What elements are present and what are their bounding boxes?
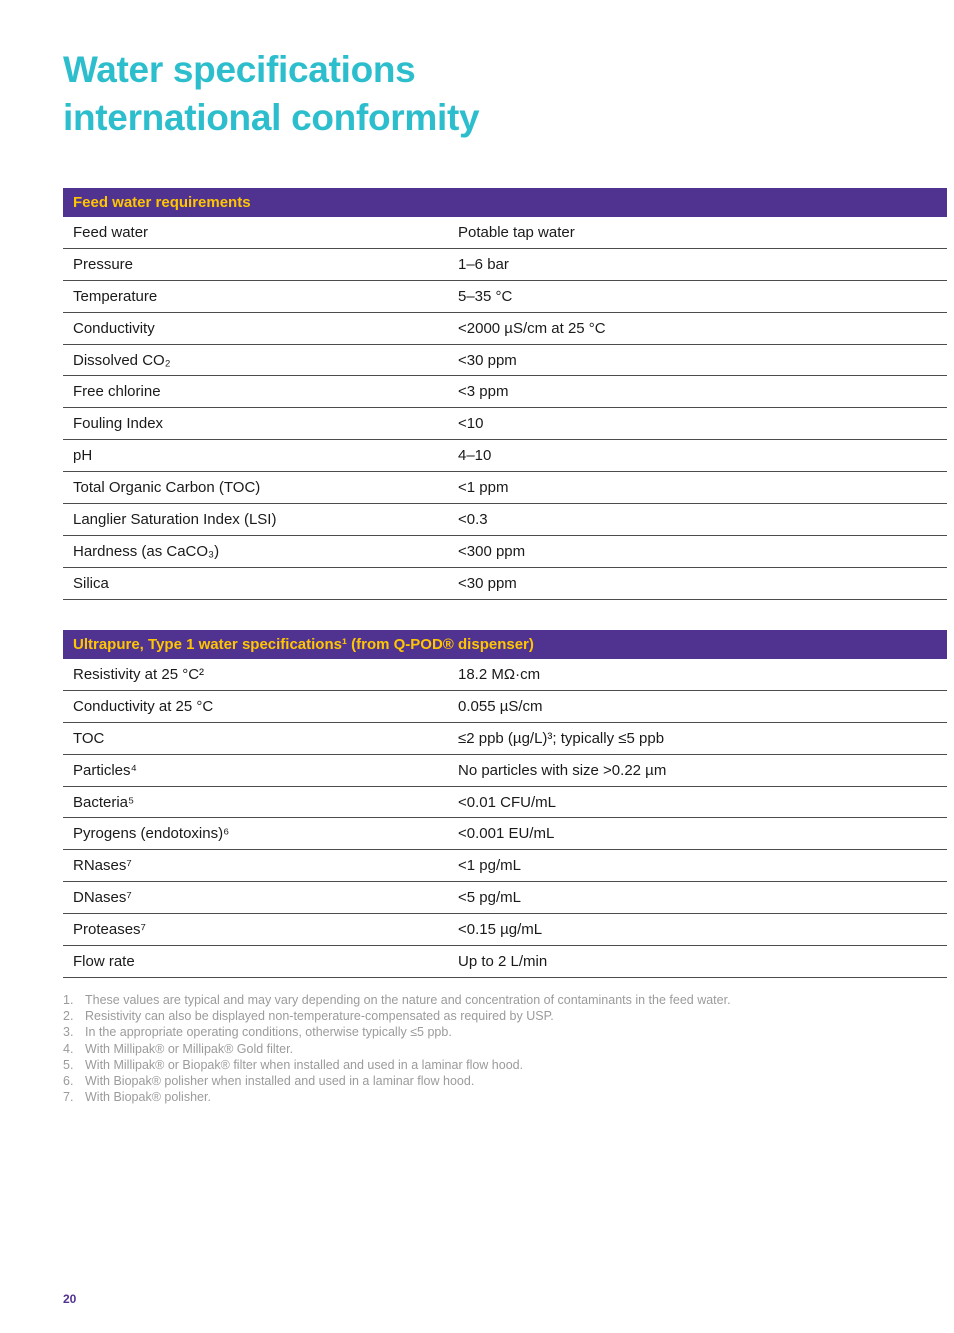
row-label: Conductivity — [73, 319, 155, 337]
row-value: 0.055 µS/cm — [458, 697, 543, 715]
row-value: <1 ppm — [458, 479, 509, 497]
row-label: Dissolved CO₂ — [73, 351, 171, 369]
page-title — [63, 46, 479, 142]
row-label: DNases⁷ — [73, 889, 132, 907]
table-row — [63, 850, 947, 882]
footnote-number: 2. — [63, 1009, 74, 1024]
row-value: <2000 µS/cm at 25 °C — [458, 319, 606, 337]
table-row — [63, 472, 947, 504]
table-row — [63, 440, 947, 472]
row-label: Fouling Index — [73, 415, 164, 433]
table-row — [63, 659, 947, 691]
row-label: Silica — [73, 574, 109, 592]
footnote-item — [63, 1024, 947, 1040]
row-value: <30 ppm — [458, 574, 517, 592]
row-value: ≤2 ppb (µg/L)³; typically ≤5 ppb — [458, 729, 665, 747]
footnote-number: 6. — [63, 1074, 74, 1089]
footnote-number: 4. — [63, 1041, 74, 1056]
row-value: No particles with size >0.22 µm — [458, 761, 667, 779]
footnote-number: 5. — [63, 1057, 74, 1072]
table-row — [63, 345, 947, 377]
table-row — [63, 376, 947, 408]
row-label: Particles⁴ — [73, 761, 137, 779]
footnote-number: 7. — [63, 1090, 74, 1105]
footnote-text: With Biopak® polisher. — [85, 1090, 211, 1105]
table-row — [63, 946, 947, 978]
table-row — [63, 408, 947, 440]
ultrapure-table-rows — [63, 659, 947, 978]
row-value: 5–35 °C — [458, 287, 513, 305]
table-row — [63, 755, 947, 787]
row-label: Langlier Saturation Index (LSI) — [73, 510, 277, 528]
feed-water-table-header: Feed water requirements — [63, 188, 947, 217]
table-row — [63, 914, 947, 946]
row-label: Pressure — [73, 255, 134, 273]
row-value: 1–6 bar — [458, 255, 509, 273]
footnote-number: 1. — [63, 993, 74, 1007]
table-row — [63, 568, 947, 600]
row-label: Hardness (as CaCO₃) — [73, 542, 220, 560]
footnote-text: Resistivity can also be displayed non-temperature-compensated as required by USP. — [85, 1009, 554, 1024]
footnote-text: In the appropriate operating conditions, otherwise typically ≤5 ppb. — [85, 1025, 452, 1040]
footnote-item — [63, 1073, 947, 1089]
row-value: <5 pg/mL — [458, 889, 521, 907]
row-label: Conductivity at 25 °C — [73, 697, 214, 715]
row-label: Total Organic Carbon (TOC) — [73, 479, 261, 497]
row-label: Pyrogens (endotoxins)⁶ — [73, 825, 230, 843]
footnote-item — [63, 992, 947, 1008]
row-value: Potable tap water — [458, 223, 575, 241]
row-label: TOC — [73, 729, 105, 747]
footnote-number: 3. — [63, 1025, 74, 1040]
row-label: Flow rate — [73, 952, 135, 970]
footnotes-list — [63, 992, 947, 1105]
page-number: 20 — [63, 1292, 77, 1306]
table-row — [63, 217, 947, 249]
row-value: <0.15 µg/mL — [458, 921, 543, 939]
table-row — [63, 818, 947, 850]
footnote-text: With Millipak® or Biopak® filter when installed and used in a laminar flow hood. — [85, 1057, 524, 1072]
footnote-item — [63, 1008, 947, 1024]
row-value: 18.2 MΩ·cm — [458, 665, 541, 683]
row-value: <3 ppm — [458, 383, 509, 401]
page-title-line2: international conformity — [63, 97, 480, 138]
row-value: <10 — [458, 415, 484, 433]
row-value: Up to 2 L/min — [458, 952, 548, 970]
row-label: RNases⁷ — [73, 857, 132, 875]
table-row — [63, 536, 947, 568]
row-value: <300 ppm — [458, 542, 526, 560]
row-label: Free chlorine — [73, 383, 161, 401]
footnote-text: These values are typical and may vary depending on the nature and concentration of contaminants in the feed water. — [85, 993, 731, 1007]
table-row — [63, 281, 947, 313]
footnote-item — [63, 1041, 947, 1057]
feed-water-requirements-table — [63, 188, 947, 600]
table-row — [63, 504, 947, 536]
row-label: Proteases⁷ — [73, 921, 146, 939]
row-value: <0.001 EU/mL — [458, 825, 555, 843]
row-label: Feed water — [73, 223, 149, 241]
footnote-item — [63, 1057, 947, 1073]
footnote-text: With Millipak® or Millipak® Gold filter. — [85, 1041, 294, 1056]
table-row — [63, 313, 947, 345]
feed-water-table-rows — [63, 217, 947, 600]
row-value: 4–10 — [458, 447, 492, 465]
footnote-item — [63, 1089, 947, 1105]
row-value: <30 ppm — [458, 351, 517, 369]
ultrapure-table-header: Ultrapure, Type 1 water specifications¹ (from Q-POD® dispenser) — [63, 630, 947, 659]
row-value: <0.01 CFU/mL — [458, 793, 556, 811]
row-value: <0.3 — [458, 510, 488, 528]
table-row — [63, 691, 947, 723]
table-row — [63, 882, 947, 914]
footnote-text: With Biopak® polisher when installed and used in a laminar flow hood. — [85, 1074, 475, 1089]
table-row — [63, 723, 947, 755]
table-row — [63, 249, 947, 281]
table-row — [63, 787, 947, 819]
row-value: <1 pg/mL — [458, 857, 521, 875]
row-label: Temperature — [73, 287, 158, 305]
row-label: Resistivity at 25 °C² — [73, 665, 205, 683]
ultrapure-type1-specs-table — [63, 630, 947, 978]
row-label: pH — [73, 447, 93, 465]
row-label: Bacteria⁵ — [73, 793, 135, 811]
page-title-line1: Water specifications — [63, 49, 416, 90]
